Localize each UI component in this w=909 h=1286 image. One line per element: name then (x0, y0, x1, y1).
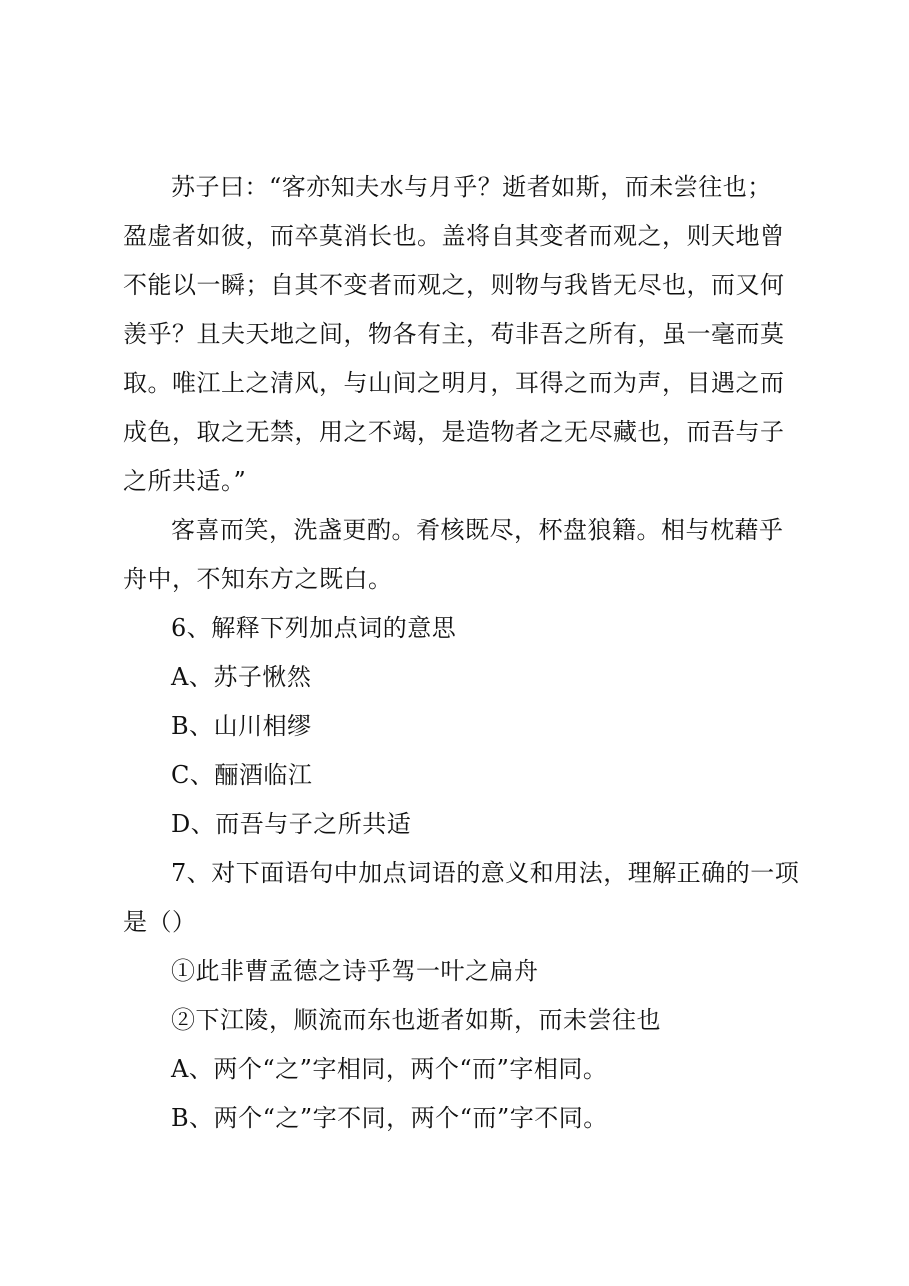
paragraph-line: 之所共适。” (123, 467, 247, 495)
paragraph-line: 取。唯江上之清风，与山间之明月，耳得之而为声，目遇之而 (123, 369, 785, 397)
paragraph-line: 羡乎？且夫天地之间，物各有主，苟非吾之所有，虽一毫而莫 (123, 320, 785, 348)
question-7-sentence-1: ①此非曹孟德之诗乎驾一叶之扁舟 (171, 957, 539, 985)
question-6-option-a: A、苏子愀然 (171, 663, 312, 691)
paragraph-line: 苏子曰：“客亦知夫水与月乎？逝者如斯，而未尝往也； (171, 173, 772, 201)
paragraph-line: 盈虚者如彼，而卒莫消长也。盖将自其变者而观之，则天地曾 (123, 222, 785, 250)
question-7-option-a: A、两个“之”字相同，两个“而”字相同。 (171, 1055, 608, 1083)
question-7-title: 7、对下面语句中加点词语的意义和用法，理解正确的一项 (171, 859, 800, 887)
paragraph-line: 不能以一瞬；自其不变者而观之，则物与我皆无尽也，而又何 (123, 271, 785, 299)
question-7-sentence-2: ②下江陵，顺流而东也逝者如斯，而未尝往也 (171, 1006, 661, 1034)
paragraph-line: 舟中，不知东方之既白。 (123, 565, 393, 593)
paragraph-line: 成色，取之无禁，用之不竭，是造物者之无尽藏也，而吾与子 (123, 418, 785, 446)
question-6-title: 6、解释下列加点词的意思 (171, 614, 457, 642)
question-7-title-continued: 是（） (123, 908, 197, 936)
question-6-option-c: C、酾酒临江 (171, 761, 313, 789)
paragraph-line: 客喜而笑，洗盏更酌。肴核既尽，杯盘狼籍。相与枕藉乎 (171, 516, 784, 544)
question-6-option-b: B、山川相缪 (171, 712, 312, 740)
document-body (123, 163, 800, 1143)
question-6-option-d: D、而吾与子之所共适 (171, 810, 412, 838)
question-7-option-b: B、两个“之”字不同，两个“而”字不同。 (171, 1104, 608, 1132)
